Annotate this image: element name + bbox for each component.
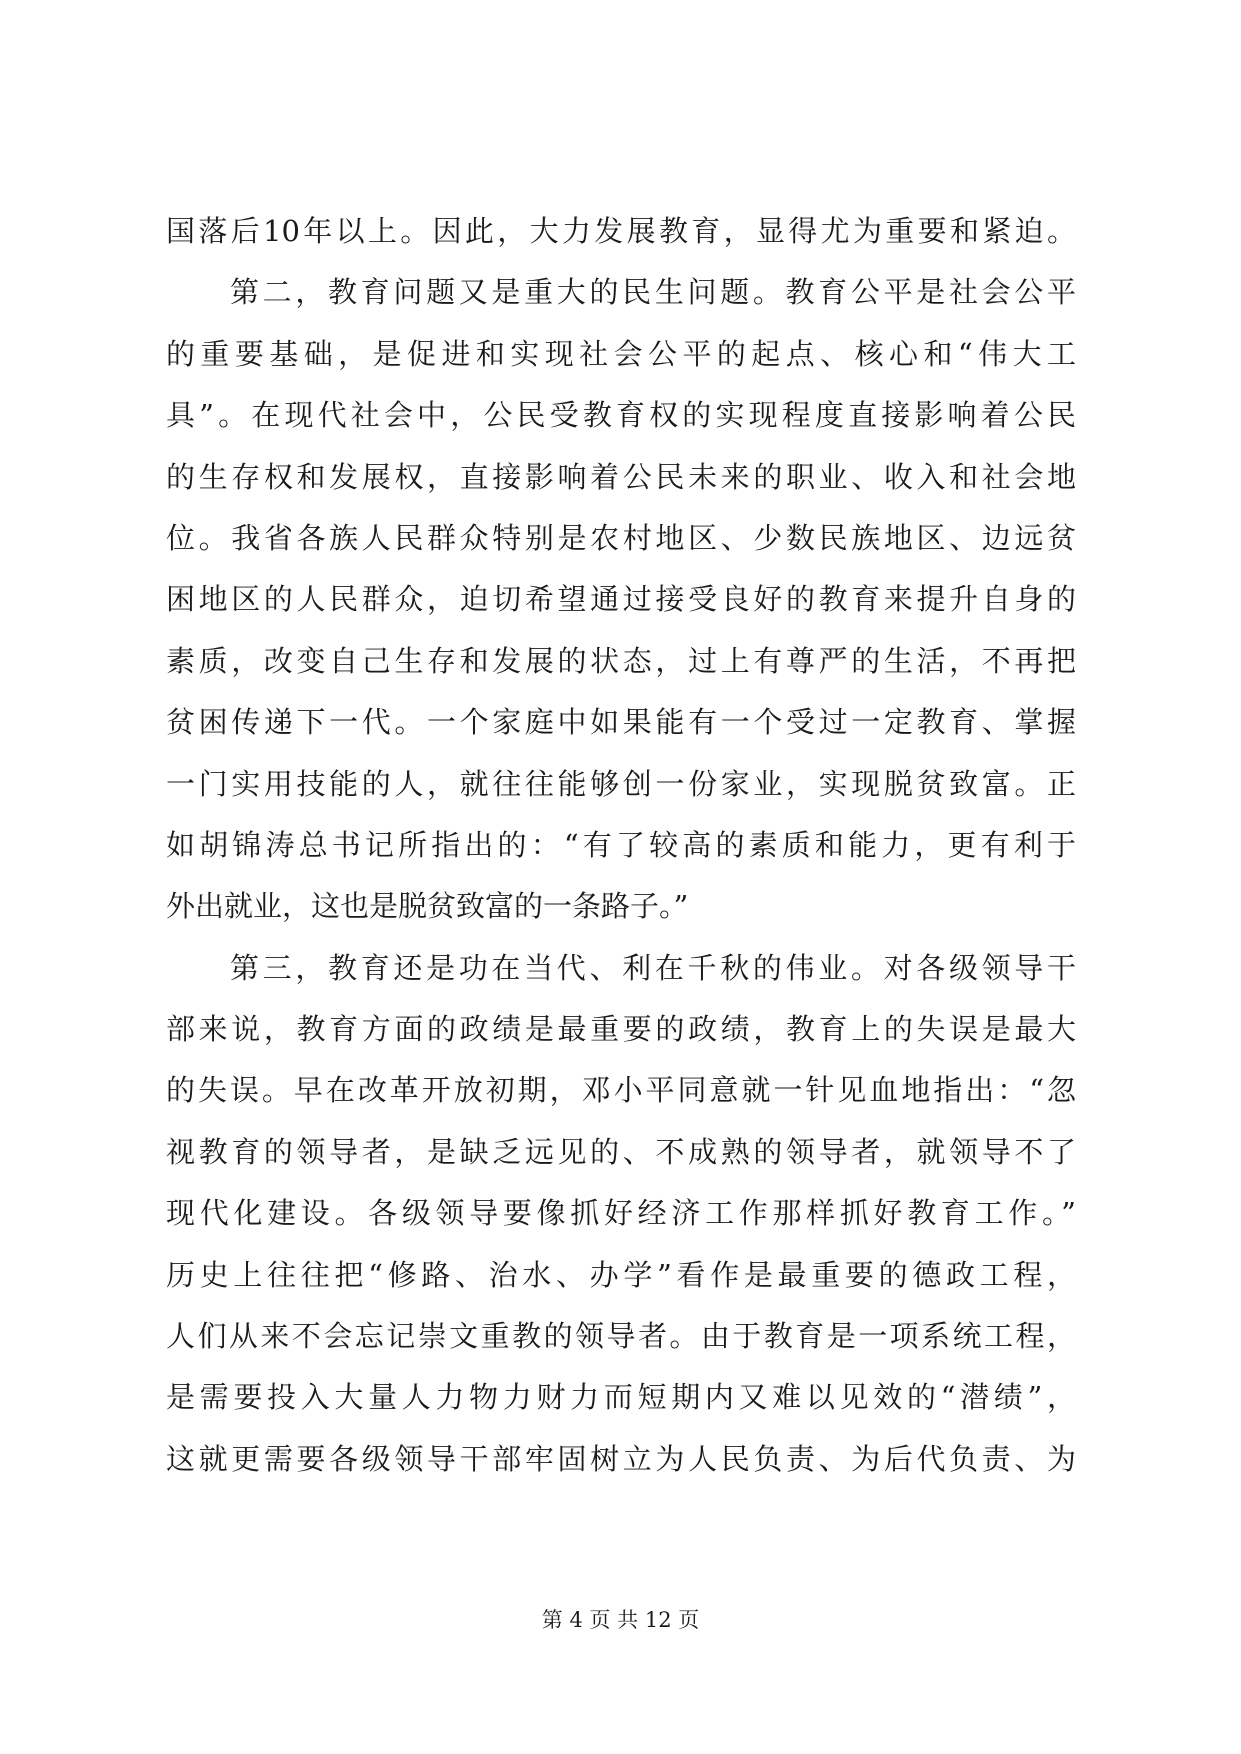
text-line: 这就更需要各级领导干部牢固树立为人民负责、为后代负责、为 bbox=[166, 1441, 1076, 1476]
text-line: 现代化建设。各级领导要像抓好经济工作那样抓好教育工作。” bbox=[166, 1196, 1076, 1231]
text-line: 的生存权和发展权，直接影响着公民未来的职业、收入和社会地 bbox=[166, 459, 1076, 494]
body-text bbox=[166, 201, 1076, 1490]
text-line: 具”。在现代社会中，公民受教育权的实现程度直接影响着公民 bbox=[166, 398, 1076, 433]
paragraph-end-line: 外出就业，这也是脱贫致富的一条路子。” bbox=[166, 889, 689, 924]
text-line: 的重要基础，是促进和实现社会公平的起点、核心和“伟大工 bbox=[166, 336, 1076, 371]
paragraph-start-line: 第二，教育问题又是重大的民生问题。教育公平是社会公平 bbox=[230, 275, 1076, 310]
text-line: 部来说，教育方面的政绩是最重要的政绩，教育上的失误是最大 bbox=[166, 1012, 1076, 1047]
text-line: 位。我省各族人民群众特别是农村地区、少数民族地区、边远贫 bbox=[166, 520, 1076, 555]
text-line: 视教育的领导者，是缺乏远见的、不成熟的领导者，就领导不了 bbox=[166, 1134, 1076, 1169]
text-line: 是需要投入大量人力物力财力而短期内又难以见效的“潜绩”， bbox=[166, 1380, 1076, 1415]
text-line: 的失误。早在改革开放初期，邓小平同意就一针见血地指出：“忽 bbox=[166, 1073, 1076, 1108]
text-line: 国落后10年以上。因此，大力发展教育，显得尤为重要和紧迫。 bbox=[166, 214, 1076, 248]
text-line: 历史上往往把“修路、治水、办学”看作是最重要的德政工程， bbox=[166, 1257, 1076, 1292]
paragraph-start-line: 第三，教育还是功在当代、利在千秋的伟业。对各级领导干 bbox=[230, 950, 1076, 985]
text-line: 人们从来不会忘记崇文重教的领导者。由于教育是一项系统工程， bbox=[166, 1319, 1076, 1354]
text-line: 素质，改变自己生存和发展的状态，过上有尊严的生活，不再把 bbox=[166, 643, 1076, 678]
text-line: 困地区的人民群众，迫切希望通过接受良好的教育来提升自身的 bbox=[166, 582, 1076, 617]
page-number-footer: 第 4 页 共 12 页 bbox=[541, 1608, 700, 1632]
text-line: 贫困传递下一代。一个家庭中如果能有一个受过一定教育、掌握 bbox=[166, 705, 1076, 740]
text-line: 如胡锦涛总书记所指出的：“有了较高的素质和能力，更有利于 bbox=[166, 827, 1076, 862]
text-line: 一门实用技能的人，就往往能够创一份家业，实现脱贫致富。正 bbox=[166, 766, 1076, 801]
